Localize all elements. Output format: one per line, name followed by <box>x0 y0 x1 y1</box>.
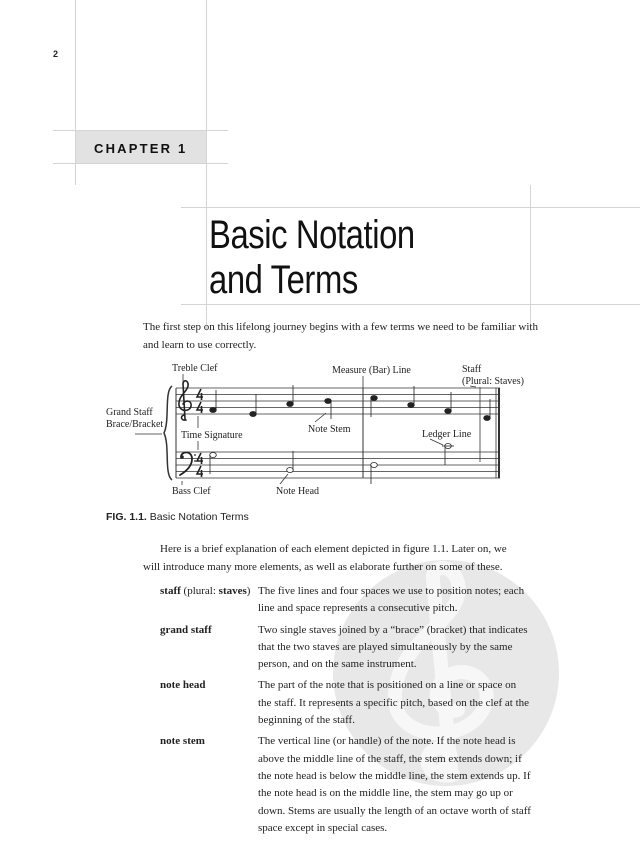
label-time-signature: Time Signature <box>181 430 243 441</box>
definition-text: The five lines and four spaces we use to position notes; each line and space represents a consecutive pitch. <box>258 585 525 615</box>
definition-item <box>160 677 532 729</box>
term-plural: staves <box>218 585 247 597</box>
bass-clef-dot <box>194 454 196 456</box>
definition-list <box>160 583 532 841</box>
label-note-stem: Note Stem <box>308 424 351 435</box>
caption-number: FIG. 1.1. <box>106 511 147 523</box>
notation-figure <box>0 355 640 505</box>
definition-text: The part of the note that is positioned on a line or space on the staff. It represents a specific pitch, based on the clef at the beginning of the staff. <box>258 679 530 727</box>
label-staff-plural: (Plural: Staves) <box>462 376 524 387</box>
figure-caption <box>106 511 249 523</box>
bass-clef-dot <box>194 460 196 462</box>
definition-text: Two single staves joined by a “brace” (bracket) that indicates that the two staves are played simultaneously by the same person, and on the same instrument. <box>258 623 528 671</box>
guide-line <box>206 0 207 331</box>
intro-paragraph: The first step on this lifelong journey begins with a few terms we need to be familiar with and learn to use correctly. <box>143 321 538 351</box>
chapter-label: CHAPTER 1 <box>94 141 188 156</box>
term-text: staff <box>160 585 181 597</box>
explanation-line-1: Here is a brief explanation of each element depicted in figure 1.1. Later on, we <box>160 543 507 555</box>
term-close: ) <box>246 585 251 597</box>
term-extra: (plural: <box>180 585 219 597</box>
definition-term <box>160 583 258 618</box>
label-measure-line: Measure (Bar) Line <box>332 365 411 376</box>
title-line-1: Basic Notation <box>209 213 415 257</box>
label-grand-staff: Grand Staff <box>106 407 153 418</box>
title-line-2: and Terms <box>209 258 358 302</box>
caption-text: Basic Notation Terms <box>149 511 249 523</box>
definition-term: note head <box>160 679 206 692</box>
guide-line <box>181 304 640 305</box>
bass-clef-dot <box>180 455 184 459</box>
label-treble-clef: Treble Clef <box>172 363 218 374</box>
definition-item <box>160 622 532 674</box>
label-brace: Brace/Bracket <box>106 419 164 430</box>
definition-item <box>160 733 532 837</box>
label-bass-clef: Bass Clef <box>172 486 211 497</box>
explanation-line-2: will introduce many more elements, as well as elaborate further on some of these. <box>143 561 503 573</box>
guide-line <box>181 207 640 208</box>
label-staff: Staff <box>462 364 482 375</box>
label-note-head: Note Head <box>276 486 320 497</box>
definition-item <box>160 583 532 618</box>
brace <box>164 386 172 480</box>
bass-staff <box>176 452 500 478</box>
guide-line <box>53 163 228 164</box>
page-title <box>209 213 415 303</box>
explanation-paragraph <box>143 540 543 576</box>
definition-term: grand staff <box>160 623 212 636</box>
definition-text: The vertical line (or handle) of the note. If the note head is above the middle line of the staff, the stem extends down; if the note head is below the middle line, the stem extends up. If the note head is on the middle line, the stem may go up or down. Stems are usually the length of an octave worth of staff space except in special cases. <box>258 735 531 834</box>
definition-term: note stem <box>160 735 205 748</box>
page-number: 2 <box>53 49 59 59</box>
label-ledger-line: Ledger Line <box>422 429 472 440</box>
